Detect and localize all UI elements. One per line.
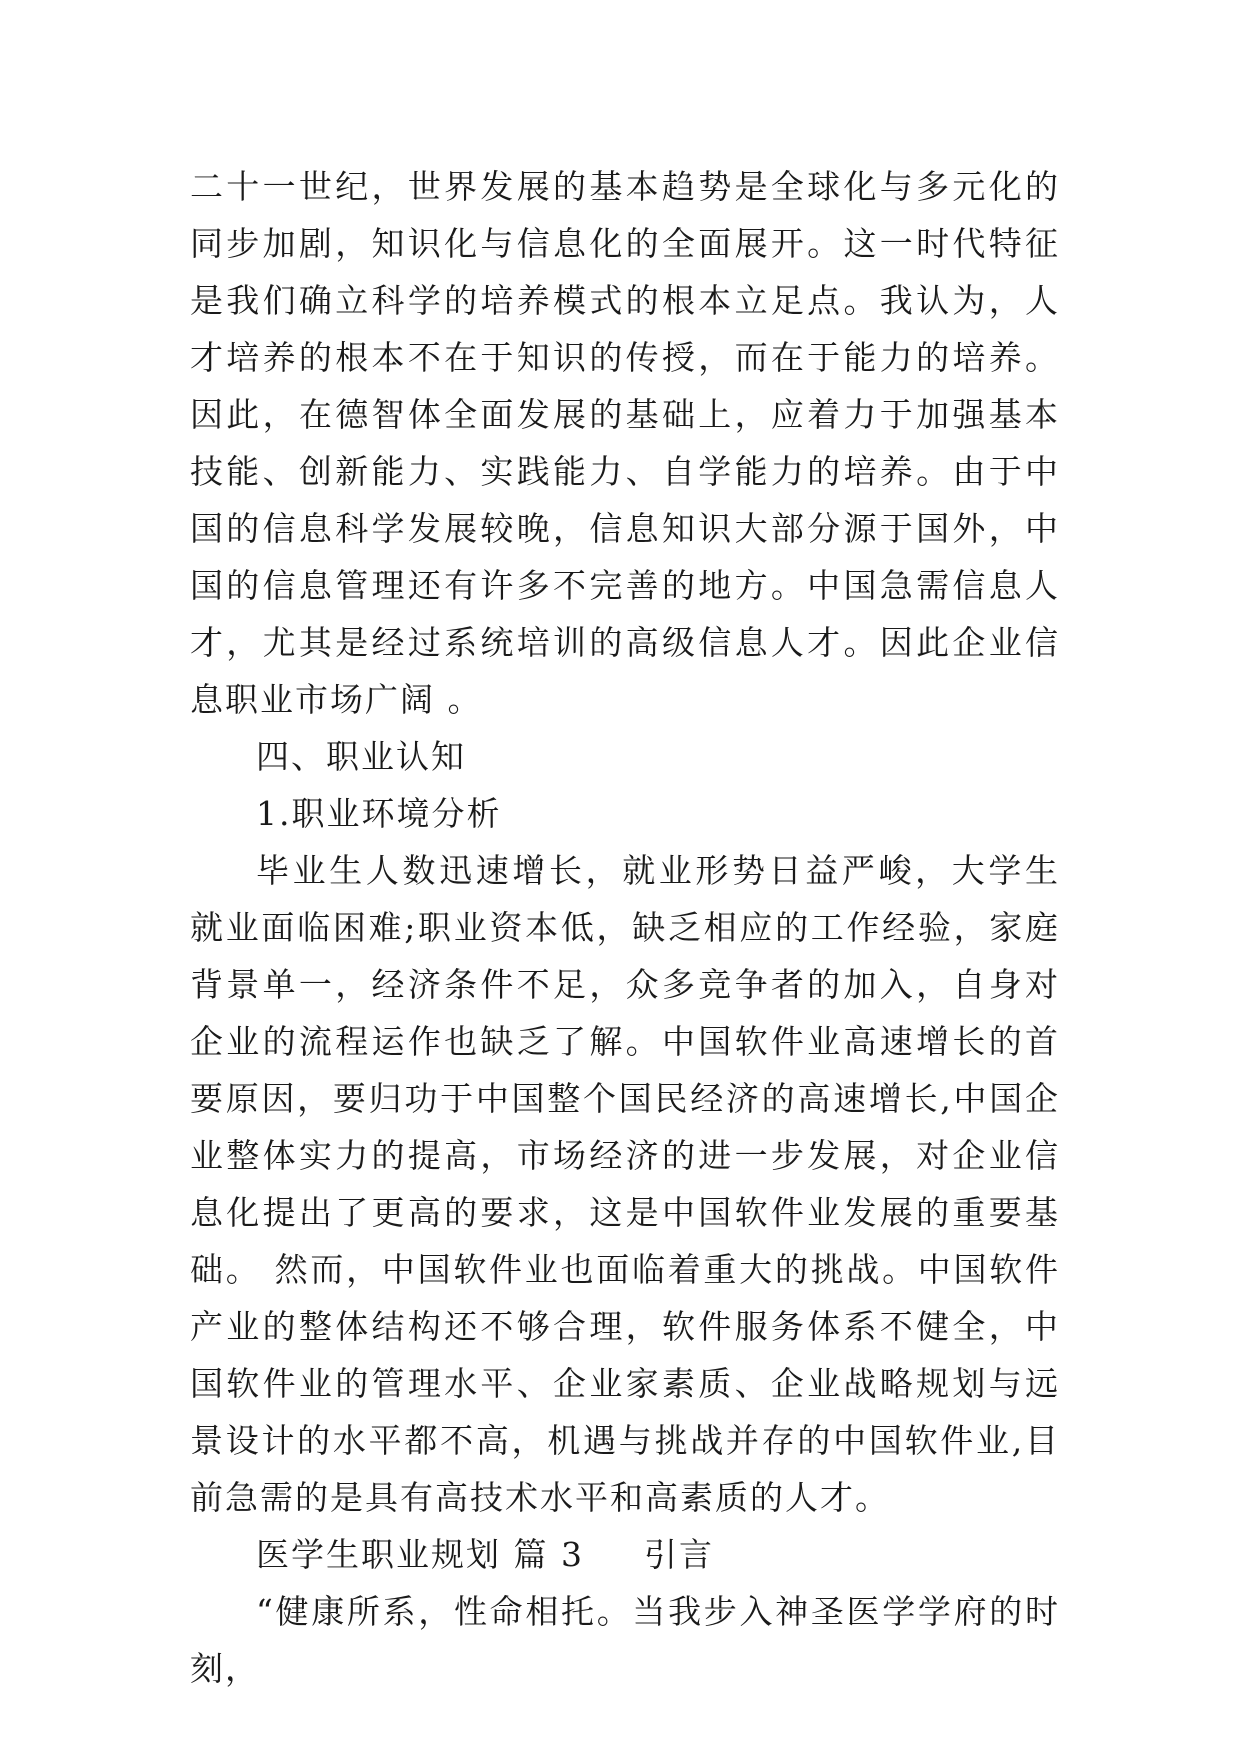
- section-heading-career-cognition: 四、职业认知: [256, 737, 466, 776]
- paragraph-globalization: 二十一世纪，世界发展的基本趋势是全球化与多元化的同步加剧，知识化与信息化的全面展开。这一时代特征是我们确立科学的培养模式的根本立足点。我认为，人才培养的根本不在于知识的传授，而在于能力的培养。因此，在德智体全面发展的基础上，应着力于加强基本技能、创新能力、实践能力、自学能力的培养。由于中国的信息科学发展较晚，信息知识大部分源于国外，中国的信息管理还有许多不完善的地方。中国急需信息人才，尤其是经过系统培训的高级信息人才。因此企业信息职业市场广阔 。: [190, 167, 1060, 719]
- paragraph-career-environment: 毕业生人数迅速增长，就业形势日益严峻，大学生就业面临困难;职业资本低，缺乏相应的工作经验，家庭背景单一，经济条件不足，众多竞争者的加入，自身对企业的流程运作也缺乏了解。中国软件业高速增长的首要原因，要归功于中国整个国民经济的高速增长,中国企业整体实力的提高，市场经济的进一步发展，对企业信息化提出了更高的要求，这是中国软件业发展的重要基础。 然而，中国软件业也面临着重大的挑战。中国软件产业的整体结构还不够合理，软件服务体系不健全，中国软件业的管理水平、企业家素质、企业战略规划与远景设计的水平都不高，机遇与挑战并存的中国软件业,目前急需的是具有高技术水平和高素质的人才。: [190, 851, 1060, 1517]
- section-intro-label: 引言: [643, 1535, 714, 1574]
- section-title-line: [190, 1526, 1060, 1583]
- section-title: 医学生职业规划 篇 3: [256, 1535, 584, 1574]
- document-body: [190, 158, 1060, 1697]
- subheading-career-environment: 1.职业环境分析: [256, 794, 502, 833]
- paragraph-oath: “健康所系，性命相托。当我步入神圣医学学府的时刻，: [190, 1592, 1060, 1688]
